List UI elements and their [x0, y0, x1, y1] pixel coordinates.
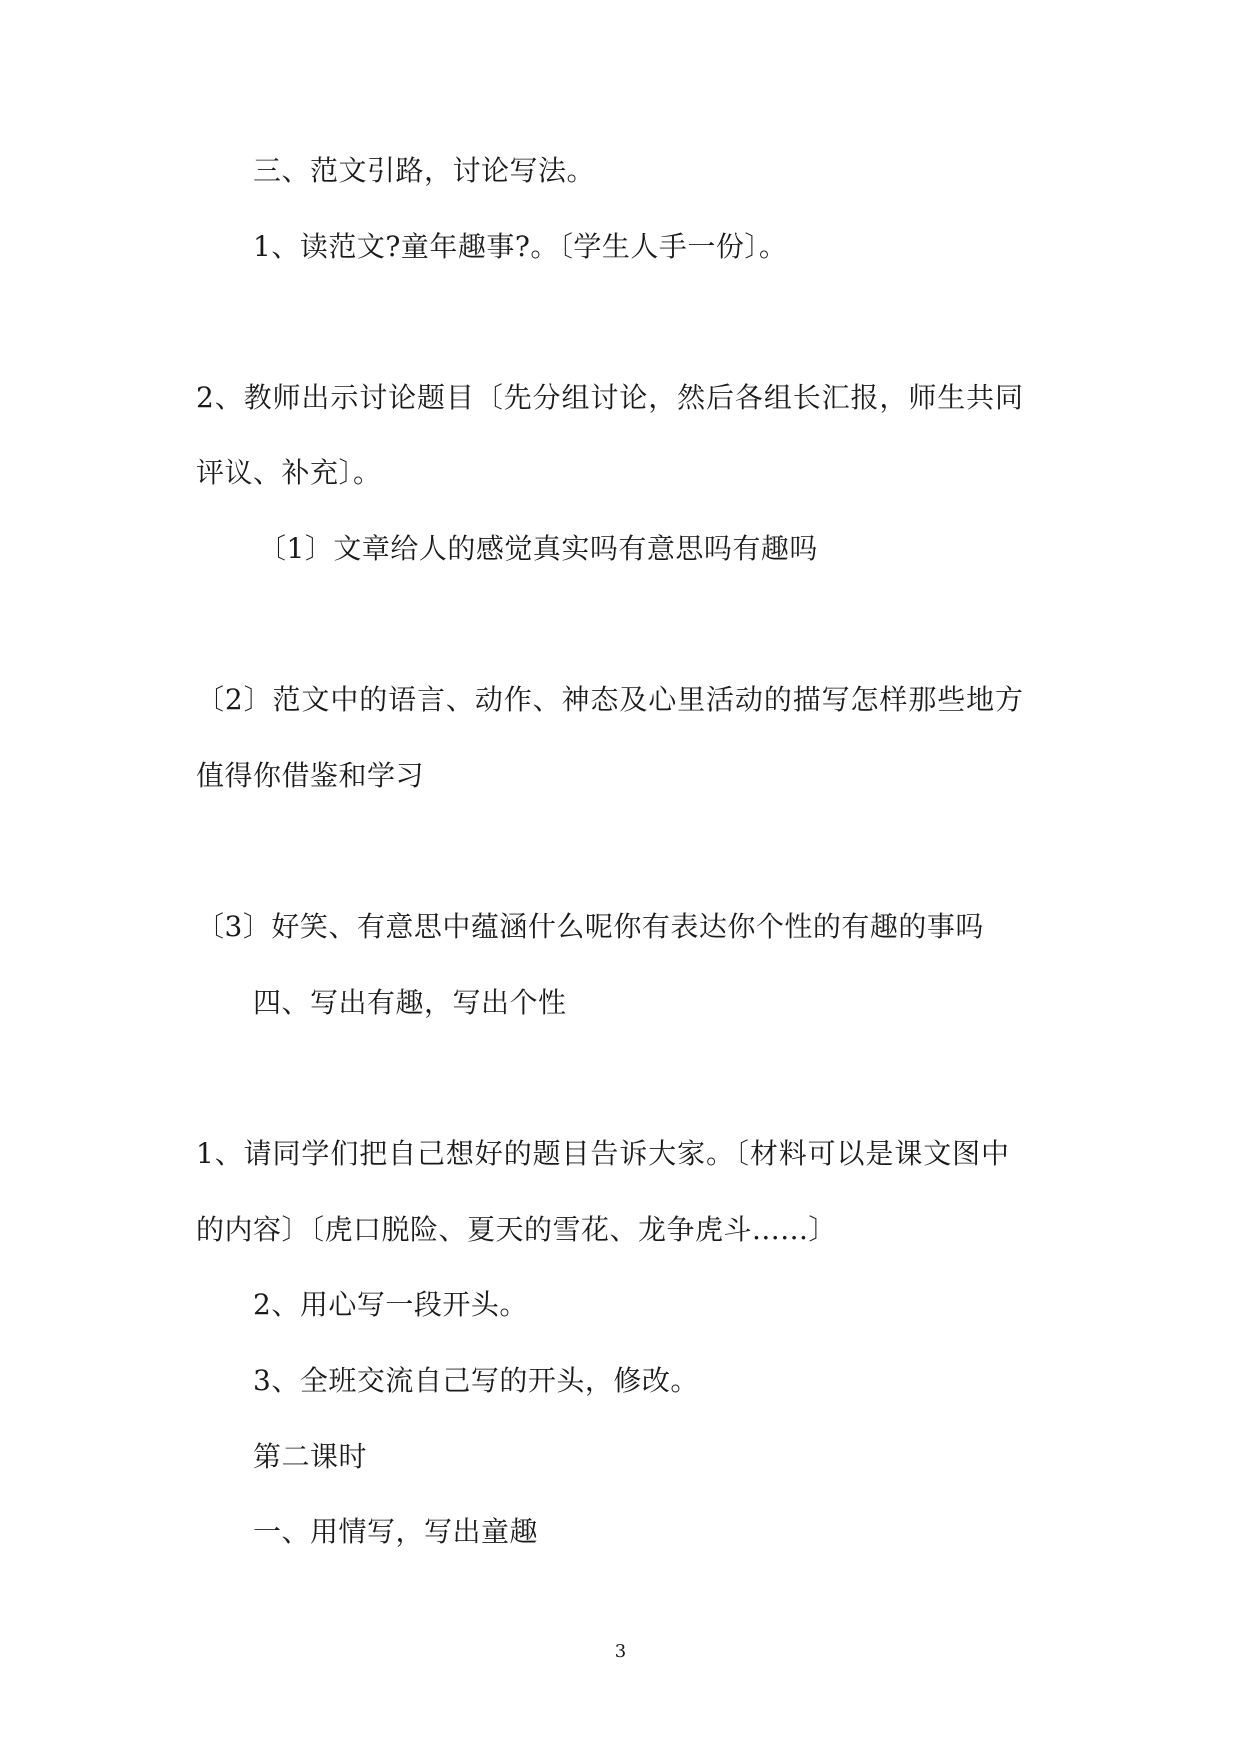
paragraph-line: 2、用心写一段开头。 [253, 1288, 528, 1321]
lesson-heading: 第二课时 [253, 1440, 368, 1473]
question-item-1: 〔1〕文章给人的感觉真实吗有意思吗有趣吗 [258, 532, 818, 565]
question-item-2: 〔2〕范文中的语言、动作、神态及心里活动的描写怎样那些地方 [196, 683, 1024, 716]
page-number: 3 [614, 1641, 627, 1662]
paragraph-line: 1、读范文?童年趣事?。〔学生人手一份〕。 [253, 230, 788, 263]
paragraph-line: 3、全班交流自己写的开头，修改。 [253, 1364, 699, 1397]
section-heading-3: 三、范文引路，讨论写法。 [253, 154, 596, 187]
paragraph-line: 的内容〕〔虎口脱险、夏天的雪花、龙争虎斗......〕 [196, 1213, 837, 1246]
question-item-3: 〔3〕好笑、有意思中蕴涵什么呢你有表达你个性的有趣的事吗 [196, 910, 984, 943]
section-heading-4: 四、写出有趣，写出个性 [253, 986, 567, 1019]
paragraph-line: 2、教师出示讨论题目〔先分组讨论，然后各组长汇报，师生共同 [196, 381, 1024, 414]
paragraph-line: 值得你借鉴和学习 [196, 759, 425, 792]
paragraph-line: 1、请同学们把自己想好的题目告诉大家。〔材料可以是课文图中 [196, 1137, 1010, 1170]
paragraph-line: 评议、补充〕。 [196, 456, 382, 489]
section-heading-1: 一、用情写，写出童趣 [253, 1515, 539, 1548]
